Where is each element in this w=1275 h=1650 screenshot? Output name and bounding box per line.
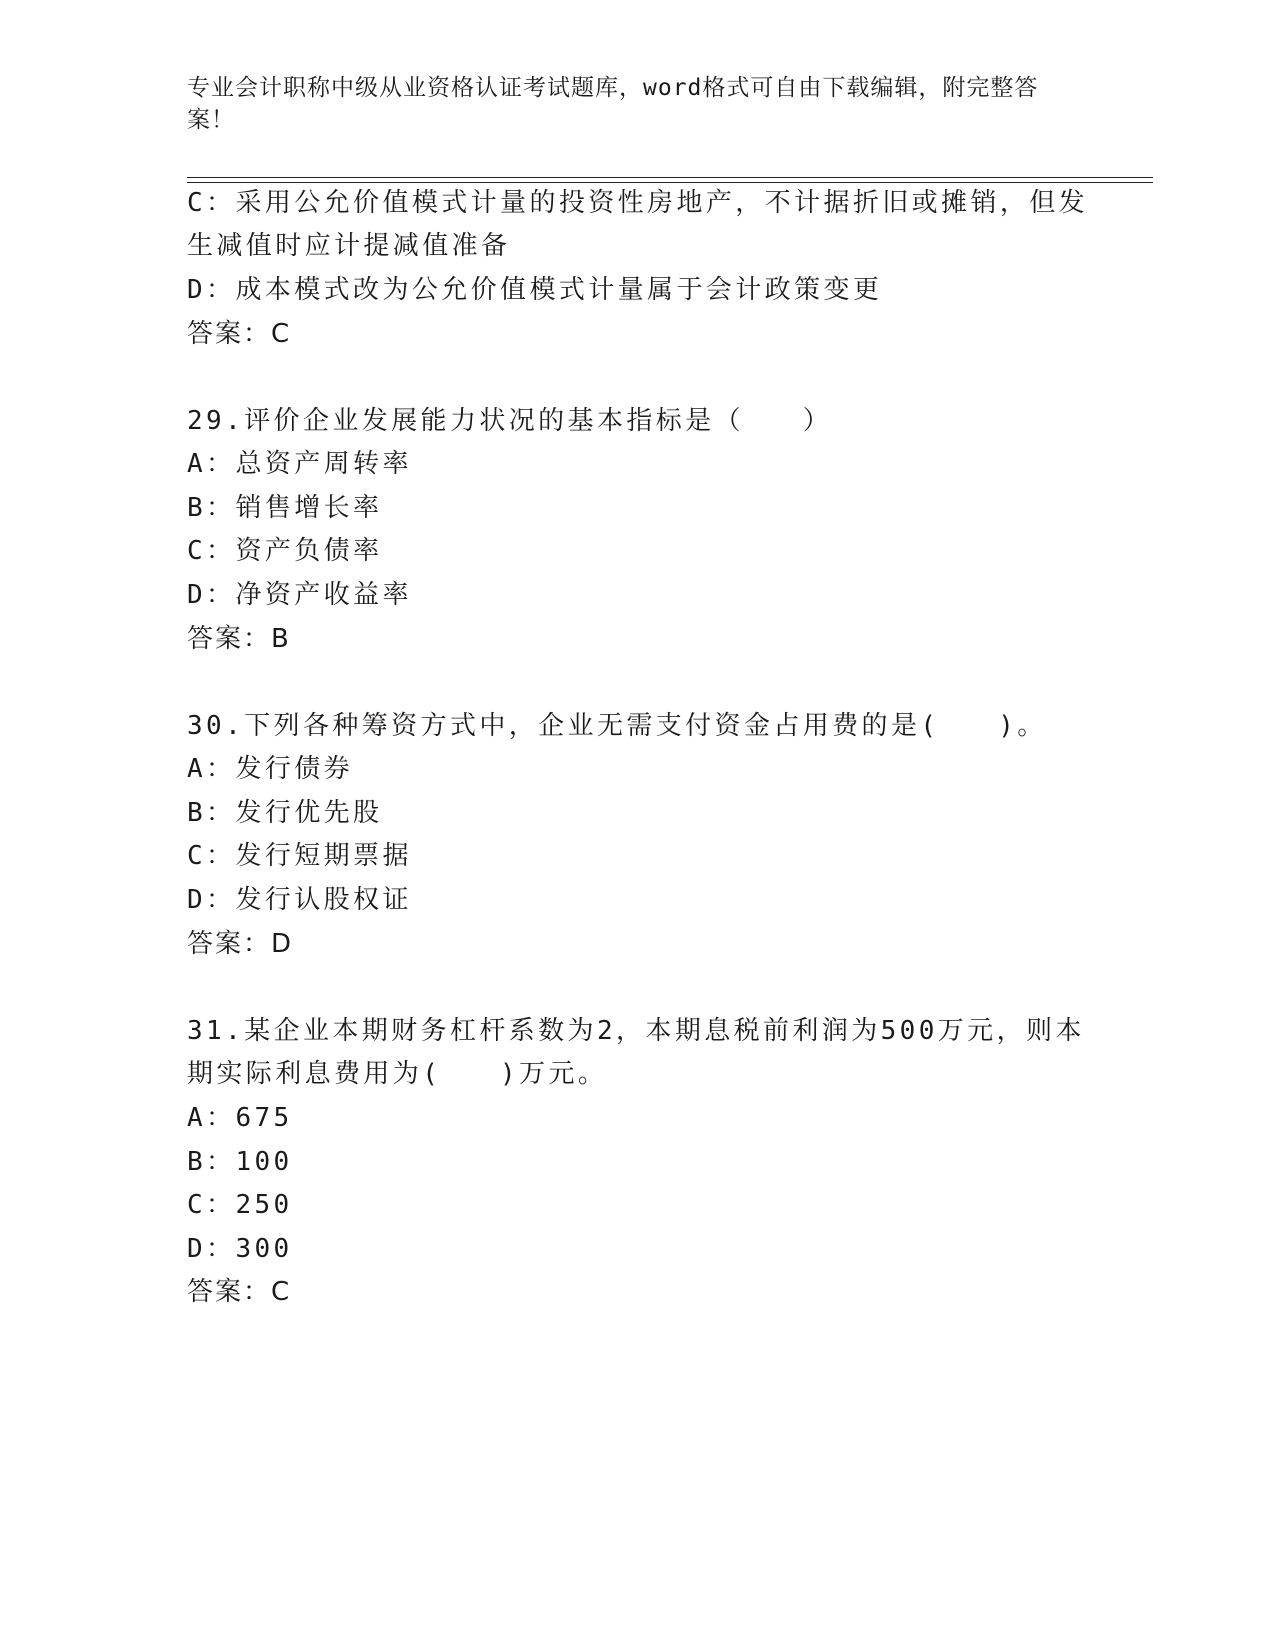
- question-29-option-a: A：总资产周转率: [187, 449, 412, 479]
- question-31-option-d: D：300: [187, 1234, 293, 1264]
- prev-option-d: D：成本模式改为公允价值模式计量属于会计政策变更: [187, 275, 883, 305]
- question-31-option-a: A：675: [187, 1103, 293, 1133]
- prev-option-c-line-1: C：采用公允价值模式计量的投资性房地产，不计据折旧或摊销，但发: [187, 188, 1089, 218]
- question-30-answer: 答案：D: [187, 929, 294, 959]
- question-29-option-d: D：净资产收益率: [187, 580, 412, 610]
- header-divider-top: [187, 177, 1153, 178]
- question-30-option-b: B：发行优先股: [187, 798, 383, 828]
- question-30-option-a: A：发行债券: [187, 754, 354, 784]
- question-29-answer: 答案：B: [187, 624, 291, 654]
- question-30-option-d: D：发行认股权证: [187, 885, 412, 915]
- question-31-stem-line-1: 31.某企业本期财务杠杆系数为2，本期息税前利润为500万元，则本: [187, 1016, 1085, 1046]
- prev-option-c-line-2: 生减值时应计提减值准备: [187, 231, 511, 261]
- question-29-option-b: B：销售增长率: [187, 493, 383, 523]
- question-29-option-c: C：资产负债率: [187, 536, 383, 566]
- question-31-option-b: B：100: [187, 1147, 293, 1177]
- question-31-answer: 答案：C: [187, 1277, 292, 1307]
- header-line-1: 专业会计职称中级从业资格认证考试题库，word格式可自由下载编辑，附完整答: [187, 75, 1039, 101]
- question-31-option-c: C：250: [187, 1190, 293, 1220]
- header-line-2: 案！: [187, 107, 235, 133]
- header-note: [187, 72, 1067, 136]
- prev-answer: 答案：C: [187, 319, 292, 349]
- question-31-stem-line-2: 期实际利息费用为( )万元。: [187, 1059, 608, 1089]
- question-30-option-c: C：发行短期票据: [187, 841, 412, 871]
- header-divider-bottom: [187, 182, 1153, 183]
- question-30-stem: 30.下列各种筹资方式中，企业无需支付资金占用费的是( )。: [187, 711, 1047, 741]
- question-29-stem: 29.评价企业发展能力状况的基本指标是（ ）: [187, 406, 833, 436]
